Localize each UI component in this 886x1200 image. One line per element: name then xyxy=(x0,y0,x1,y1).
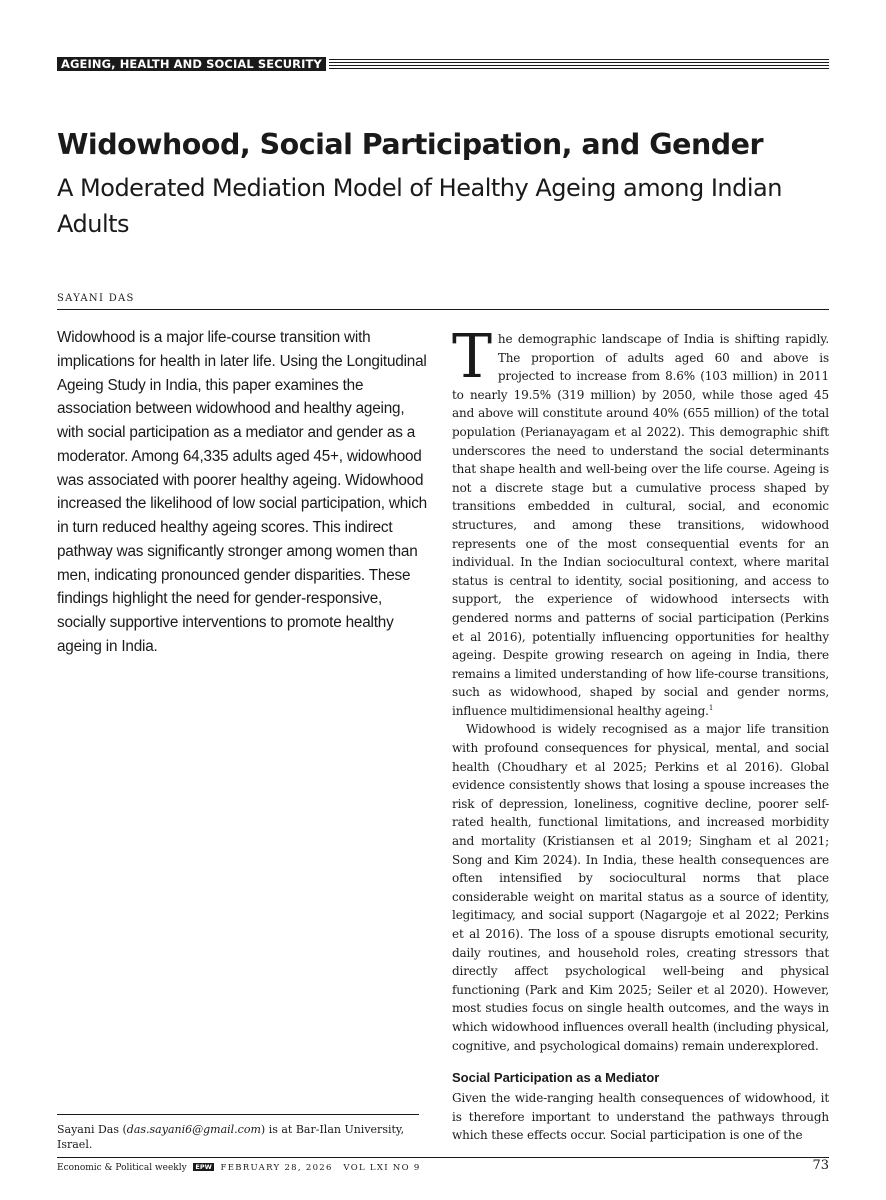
page-number: 73 xyxy=(812,1158,829,1173)
footnote-marker[interactable]: 1 xyxy=(708,703,714,712)
author-footnote: Sayani Das (das.sayani6@gmail.com) is at Bar-Ilan University, Israel. xyxy=(57,1123,405,1151)
article-subtitle: A Moderated Mediation Model of Healthy Ageing among Indian Adults xyxy=(57,174,782,238)
body-paragraph-3: Given the wide-ranging health consequences of widowhood, it is therefore important to understand the pathways through which these effects occur. Social participation is one of the xyxy=(452,1091,829,1143)
body-column xyxy=(452,322,829,1145)
issue-date: FEBRUARY 28, 2026 xyxy=(220,1163,333,1173)
drop-cap: T xyxy=(452,322,492,392)
epw-logo-icon: EPW xyxy=(195,1163,212,1171)
footnote-affiliation: is at Bar-Ilan University, Israel. xyxy=(57,1123,405,1151)
abstract: Widowhood is a major life-course transition with implications for health in later life. Using the Longitudinal Ageing Study in India, this paper examines the association between widowhood and healthy ageing, with social participation as a mediator and gender as a moderator. Among 64,335 adults aged 45+, widowhood was associated with poorer healthy ageing. Widowhood increased the likelihood of low social participation, which in turn reduced healthy ageing scores. This indirect pathway was significantly stronger among women than men, indicating pronounced gender disparities. These findings highlight the need for gender-responsive, socially supportive interventions to promote healthy ageing in India. xyxy=(57,329,427,655)
body-paragraph-2: Widowhood is widely recognised as a major life transition with profound consequences for physical, mental, and social health (Choudhary et al 2025; Perkins et al 2016). Global evidence consistently shows that losing a spouse increases the risk of depression, loneliness, cognitive decline, poorer self-rated health, functional limitations, and increased morbidity and mortality (Kristiansen et al 2019; Singham et al 2021; Song and Kim 2024). In India, these health consequences are often intensified by sociocultural norms that place considerable weight on marital status as a source of identity, legitimacy, and social support (Nagargoje et al 2022; Perkins et al 2016). The loss of a spouse disrupts emotional security, daily routines, and household roles, creating stressors that directly affect psychological well-being and physical functioning (Park and Kim 2025; Seiler et al 2020). However, most studies focus on single health outcomes, and the ways in which widowhood influences overall health (including physical, cognitive, and psychological domains) remain underexplored. xyxy=(452,722,829,1053)
article-title: Widowhood, Social Participation, and Gender xyxy=(57,128,764,161)
body-paragraph-1 xyxy=(452,322,829,720)
author-email-link[interactable]: das.sayani6@gmail.com xyxy=(126,1123,261,1136)
section-rule-lines xyxy=(329,59,829,69)
page-footer xyxy=(57,1158,829,1175)
footnote-divider xyxy=(57,1114,419,1115)
author-byline: SAYANI DAS xyxy=(57,293,135,304)
section-banner xyxy=(57,57,829,71)
issue-volume: VOL LXI NO 9 xyxy=(343,1163,421,1173)
body-paragraph-1-text: he demographic landscape of India is shifting rapidly. The proportion of adults aged 60 and above is projected to increase from 8.6% (103 million) in 2011 to nearly 19.5% (319 million) by 2050, while those aged 45 and above will constitute around 40% (655 million) of the total population (Perianayagam et al 2022). This demographic shift underscores the need to understand the social determinants that shape health and well-being over the life course. Ageing is not a discrete stage but a cumulative process shaped by transitions embedded in cultural, social, and economic structures, and among these transitions, widowhood represents one of the most consequential events for an individual. In the Indian sociocultural context, where marital status is central to identity, social positioning, and access to support, the experience of widowhood intersects with gendered norms and patterns of social participation (Perkins et al 2016), potentially influencing opportunities for healthy ageing. Despite growing research on ageing in India, there remains a limited understanding of how life-course transitions, such as widowhood, shaped by social and gender norms, influence multidimensional healthy ageing. xyxy=(452,332,829,718)
footnote-author-name: Sayani Das xyxy=(57,1123,119,1136)
section-label: AGEING, HEALTH AND SOCIAL SECURITY xyxy=(57,57,326,71)
byline-divider xyxy=(57,309,829,310)
section-heading: Social Participation as a Mediator xyxy=(452,1070,660,1086)
journal-name: Economic & Political weekly xyxy=(57,1163,187,1173)
footer-divider xyxy=(57,1157,829,1158)
